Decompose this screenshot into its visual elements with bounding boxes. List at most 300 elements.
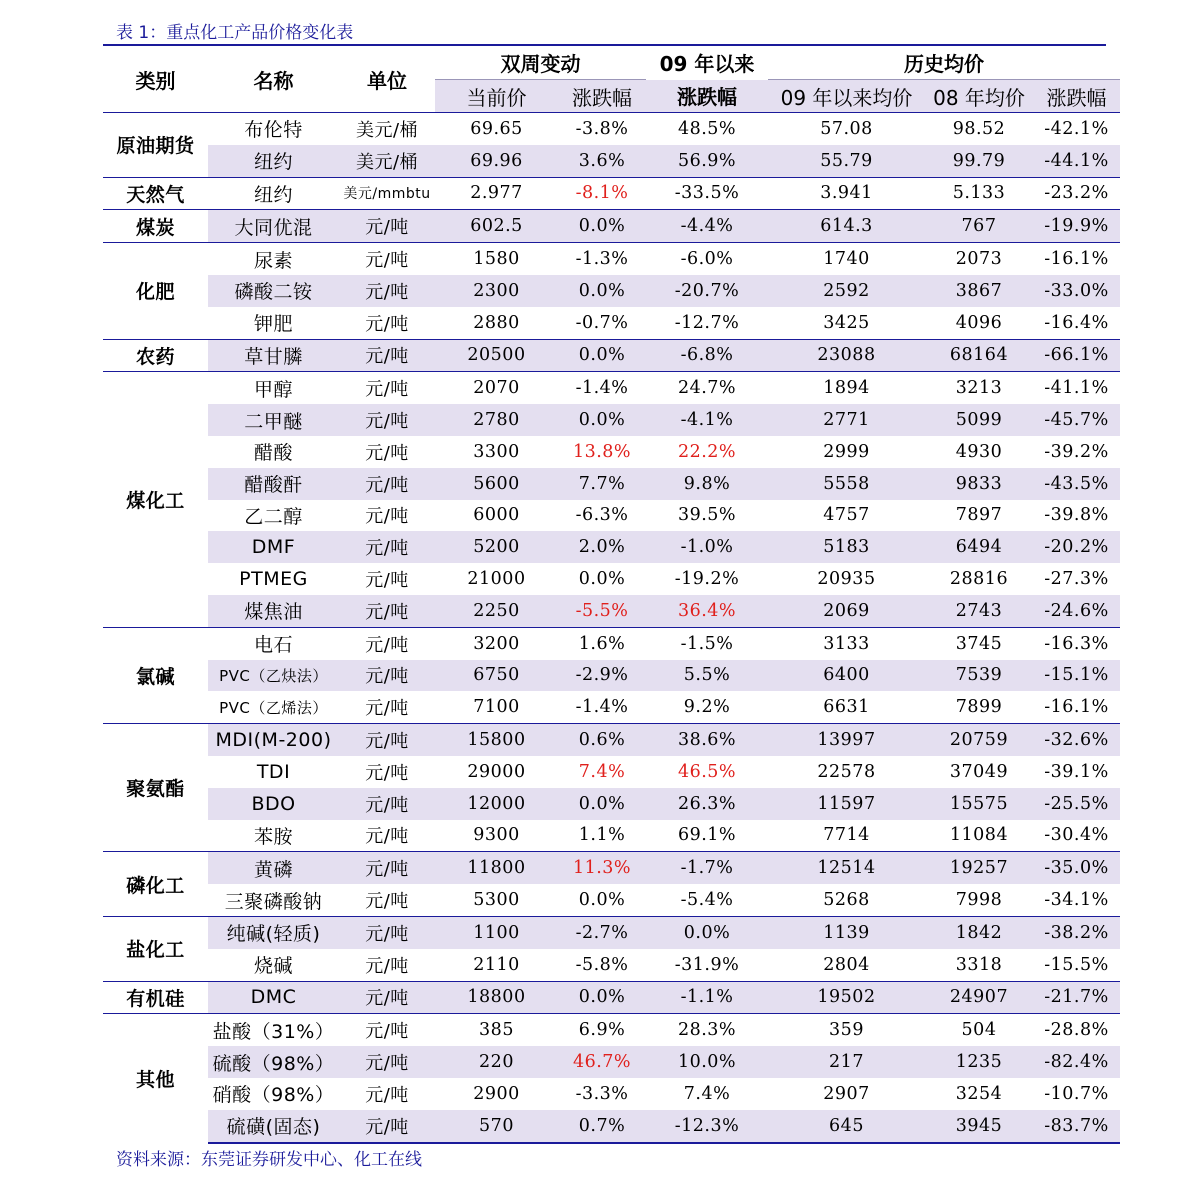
cell-name: MDI(M-200) [208, 724, 339, 756]
table-row [103, 531, 1120, 563]
cell-name: 电石 [208, 627, 339, 659]
cell-unit: 元/吨 [339, 339, 435, 372]
cell-unit: 美元/mmbtu [339, 177, 435, 210]
cell-avg09: 23088 [768, 339, 925, 372]
cell-avg09: 614.3 [768, 210, 925, 243]
cell-name: 硫磺(固态) [208, 1110, 339, 1143]
table-row [103, 627, 1120, 659]
table-row [103, 788, 1120, 820]
table-row [103, 145, 1120, 177]
cell-price: 69.96 [435, 145, 558, 177]
cell-category: 盐化工 [103, 916, 208, 981]
cell-hchg: -38.2% [1033, 916, 1120, 948]
cell-unit: 元/吨 [339, 210, 435, 243]
cell-chg: -0.7% [575, 312, 629, 333]
cell-unit: 元/吨 [339, 595, 435, 627]
cell-avg09: 2804 [823, 954, 870, 975]
cell-chg: 11.3% [558, 852, 646, 884]
table-row [103, 691, 1120, 723]
header-name: 名称 [253, 68, 294, 93]
cell-avg09: 19502 [768, 981, 925, 1014]
cell-name: 甲醇 [208, 372, 339, 404]
table-caption: 表 1：重点化工产品价格变化表 [116, 23, 354, 43]
cell-avg09: 217 [768, 1046, 925, 1078]
cell-hchg: -44.1% [1033, 145, 1120, 177]
table-row [103, 1046, 1120, 1078]
cell-avg08: 2073 [925, 243, 1033, 275]
cell-chg09: 48.5% [646, 113, 768, 145]
cell-name: 二甲醚 [208, 404, 339, 436]
table-row [103, 210, 1120, 243]
table-row [103, 756, 1120, 788]
cell-chg09: 9.2% [683, 697, 731, 718]
cell-avg08: 767 [925, 210, 1033, 243]
header-avg08: 08 年均价 [925, 80, 1033, 113]
cell-price: 9300 [473, 825, 520, 846]
cell-avg09: 3133 [768, 627, 925, 659]
cell-chg: -1.4% [558, 372, 646, 404]
cell-hchg: -16.4% [1044, 312, 1109, 333]
cell-name: 煤焦油 [208, 595, 339, 627]
header-biweekly: 双周变动 [435, 46, 646, 80]
cell-avg09: 6631 [823, 697, 870, 718]
cell-avg08: 504 [925, 1014, 1033, 1046]
cell-hchg: -35.0% [1033, 852, 1120, 884]
cell-avg09: 2771 [768, 404, 925, 436]
cell-unit: 元/吨 [365, 955, 409, 977]
cell-chg09: -1.1% [646, 981, 768, 1014]
cell-unit: 元/吨 [339, 660, 435, 692]
cell-avg08: 3254 [955, 1083, 1003, 1104]
cell-avg09: 1894 [768, 372, 925, 404]
cell-price: 20500 [435, 339, 558, 372]
cell-avg08: 3213 [925, 372, 1033, 404]
cell-unit: 元/吨 [339, 852, 435, 884]
cell-avg09: 2592 [768, 275, 925, 307]
cell-hchg: -21.7% [1033, 981, 1120, 1014]
cell-chg09: -4.1% [646, 404, 768, 436]
cell-chg09: -4.4% [646, 210, 768, 243]
cell-price: 1100 [435, 916, 558, 948]
cell-avg08: 6494 [925, 531, 1033, 563]
cell-chg09: -1.7% [646, 852, 768, 884]
cell-avg08: 24907 [925, 981, 1033, 1014]
cell-unit: 元/吨 [339, 468, 435, 500]
cell-price: 7100 [473, 697, 520, 718]
cell-unit: 元/吨 [365, 442, 409, 464]
cell-chg: -2.7% [558, 916, 646, 948]
cell-chg09: 7.4% [683, 1083, 731, 1104]
header-current-price: 当前价 [435, 80, 558, 113]
cell-unit: 元/吨 [365, 826, 409, 848]
cell-hchg: -39.1% [1044, 761, 1109, 782]
cell-price: 6750 [435, 660, 558, 692]
cell-chg09: -1.5% [646, 627, 768, 659]
table-row [103, 177, 1120, 210]
cell-avg08: 3745 [925, 627, 1033, 659]
cell-price: 385 [435, 1014, 558, 1046]
cell-name: 纽约 [208, 145, 339, 177]
cell-avg09: 2907 [823, 1083, 870, 1104]
cell-chg: 1.1% [578, 825, 626, 846]
cell-category: 原油期货 [103, 113, 208, 178]
cell-avg08: 1235 [925, 1046, 1033, 1078]
cell-chg: -5.8% [575, 954, 629, 975]
cell-chg: -8.1% [558, 177, 646, 210]
cell-avg09: 5558 [768, 468, 925, 500]
cell-avg08: 5.133 [925, 177, 1033, 210]
header-avg09: 09 年以来均价 [768, 80, 925, 113]
cell-name: DMC [208, 981, 339, 1014]
cell-chg: 7.4% [578, 761, 626, 782]
cell-price: 21000 [467, 569, 526, 590]
cell-chg: 1.6% [558, 627, 646, 659]
cell-unit: 元/吨 [339, 1014, 435, 1046]
cell-price: 2900 [473, 1083, 520, 1104]
cell-avg09: 6400 [768, 660, 925, 692]
cell-price: 3300 [473, 441, 520, 462]
cell-category: 天然气 [103, 177, 208, 210]
cell-avg08: 4930 [955, 441, 1003, 462]
cell-chg09: 26.3% [646, 788, 768, 820]
cell-name: 大同优混 [208, 210, 339, 243]
cell-avg08: 20759 [925, 724, 1033, 756]
cell-avg08: 9833 [925, 468, 1033, 500]
table-row [103, 724, 1120, 756]
cell-hchg: -66.1% [1033, 339, 1120, 372]
table-row [103, 372, 1120, 404]
cell-category: 聚氨酯 [103, 724, 208, 852]
cell-chg: 0.0% [578, 890, 626, 911]
cell-name: 乙二醇 [244, 505, 303, 528]
cell-avg08: 3867 [925, 275, 1033, 307]
header-category: 类别 [135, 68, 176, 93]
table-row [103, 339, 1120, 372]
table-row [103, 884, 1120, 916]
cell-hchg: -19.9% [1033, 210, 1120, 243]
cell-unit: 元/吨 [339, 788, 435, 820]
cell-chg09: -12.7% [674, 312, 740, 333]
cell-avg09: 3.941 [768, 177, 925, 210]
cell-chg: 3.6% [558, 145, 646, 177]
cell-chg09: 38.6% [646, 724, 768, 756]
cell-category: 磷化工 [103, 852, 208, 917]
table-row [103, 949, 1120, 981]
cell-name: 硫酸（98%） [208, 1046, 339, 1078]
source-note: 资料来源：东莞证券研发中心、化工在线 [116, 1150, 422, 1170]
cell-chg: 0.0% [558, 275, 646, 307]
table-row [103, 981, 1120, 1014]
cell-avg09: 13997 [768, 724, 925, 756]
header-history: 历史均价 [768, 46, 1120, 80]
cell-avg09: 645 [768, 1110, 925, 1143]
cell-price: 2300 [435, 275, 558, 307]
cell-name: 纽约 [208, 177, 339, 210]
cell-hchg: -10.7% [1044, 1083, 1109, 1104]
table-row [103, 500, 1120, 532]
header-unit: 单位 [367, 68, 407, 93]
cell-name: DMF [208, 531, 339, 563]
cell-avg08: 3318 [955, 954, 1003, 975]
cell-avg09: 7714 [823, 825, 870, 846]
cell-category: 氯碱 [103, 627, 208, 723]
cell-unit: 元/吨 [365, 313, 409, 335]
cell-chg: 0.0% [558, 210, 646, 243]
cell-hchg: -28.8% [1033, 1014, 1120, 1046]
cell-unit: 元/吨 [339, 916, 435, 948]
cell-chg: 2.0% [558, 531, 646, 563]
table-row [103, 852, 1120, 884]
cell-avg09: 2069 [768, 595, 925, 627]
cell-name: 醋酸酐 [208, 468, 339, 500]
cell-unit: 元/吨 [365, 698, 409, 720]
table-row [103, 595, 1120, 627]
cell-chg09: 46.5% [677, 761, 737, 782]
cell-chg: 0.0% [558, 981, 646, 1014]
cell-avg09: 12514 [768, 852, 925, 884]
cell-price: 5600 [435, 468, 558, 500]
cell-hchg: -34.1% [1044, 890, 1109, 911]
cell-avg08: 3945 [925, 1110, 1033, 1143]
cell-unit: 元/吨 [339, 981, 435, 1014]
cell-hchg: -15.5% [1044, 954, 1109, 975]
cell-avg09: 3425 [823, 312, 870, 333]
cell-price: 2880 [473, 312, 520, 333]
cell-unit: 元/吨 [339, 627, 435, 659]
cell-name: 三聚磷酸钠 [224, 890, 323, 913]
cell-avg09: 1139 [768, 916, 925, 948]
table-row [103, 307, 1120, 339]
cell-unit: 元/吨 [339, 724, 435, 756]
cell-chg: -5.5% [558, 595, 646, 627]
cell-hchg: -16.3% [1033, 627, 1120, 659]
cell-price: 2070 [435, 372, 558, 404]
cell-hchg: -15.1% [1033, 660, 1120, 692]
cell-price: 1580 [435, 243, 558, 275]
cell-hchg: -23.2% [1033, 177, 1120, 210]
cell-unit: 元/吨 [339, 275, 435, 307]
cell-hchg: -16.1% [1033, 243, 1120, 275]
cell-name: 烧碱 [253, 955, 293, 978]
price-table [103, 46, 1120, 1144]
cell-price: 2.977 [435, 177, 558, 210]
cell-chg: 7.7% [558, 468, 646, 500]
cell-hchg: -24.6% [1033, 595, 1120, 627]
header-hist-change: 涨跌幅 [1033, 80, 1120, 113]
cell-hchg: -33.0% [1033, 275, 1120, 307]
cell-hchg: -25.5% [1033, 788, 1120, 820]
cell-name: PTMEG [239, 568, 308, 591]
cell-avg09: 57.08 [768, 113, 925, 145]
cell-chg: 0.0% [558, 339, 646, 372]
cell-avg08: 28816 [949, 569, 1009, 590]
table-row [103, 1014, 1120, 1046]
cell-avg09: 11597 [768, 788, 925, 820]
cell-chg09: -6.0% [646, 243, 768, 275]
cell-name: PVC（乙炔法） [208, 660, 339, 692]
cell-hchg: -82.4% [1033, 1046, 1120, 1078]
cell-chg09: -33.5% [646, 177, 768, 210]
cell-name: 磷酸二铵 [208, 275, 339, 307]
cell-name: 布伦特 [208, 113, 339, 145]
cell-chg09: 28.3% [646, 1014, 768, 1046]
cell-avg08: 2743 [925, 595, 1033, 627]
cell-hchg: -43.5% [1033, 468, 1120, 500]
cell-avg08: 7539 [925, 660, 1033, 692]
cell-unit: 元/吨 [339, 243, 435, 275]
header-change: 涨跌幅 [558, 80, 646, 113]
cell-avg08: 4096 [955, 312, 1003, 333]
cell-chg09: -31.9% [674, 954, 740, 975]
cell-chg09: 0.0% [646, 916, 768, 948]
cell-avg08: 7899 [955, 697, 1003, 718]
table-row [103, 468, 1120, 500]
cell-name: TDI [256, 760, 291, 783]
cell-price: 2110 [473, 954, 520, 975]
cell-chg: 0.0% [558, 788, 646, 820]
cell-avg09: 2999 [823, 441, 870, 462]
cell-unit: 元/吨 [339, 1110, 435, 1143]
cell-avg08: 5099 [925, 404, 1033, 436]
table-row [103, 916, 1120, 948]
cell-chg: -3.3% [575, 1083, 629, 1104]
cell-unit: 美元/桶 [339, 145, 435, 177]
cell-chg: 0.0% [558, 404, 646, 436]
cell-chg: -3.8% [558, 113, 646, 145]
cell-avg08: 11084 [949, 825, 1009, 846]
cell-unit: 元/吨 [339, 404, 435, 436]
cell-chg09: -1.0% [646, 531, 768, 563]
cell-unit: 元/吨 [365, 570, 409, 592]
cell-unit: 元/吨 [365, 762, 409, 784]
table-row [103, 1110, 1120, 1143]
cell-avg08: 1842 [925, 916, 1033, 948]
cell-name: 硝酸（98%） [212, 1084, 335, 1107]
cell-chg09: 39.5% [677, 505, 737, 526]
cell-name: 草甘膦 [208, 339, 339, 372]
cell-name: 醋酸 [253, 442, 293, 465]
cell-chg09: 10.0% [646, 1046, 768, 1078]
cell-chg: -6.3% [575, 505, 629, 526]
cell-name: BDO [208, 788, 339, 820]
cell-chg: 6.9% [558, 1014, 646, 1046]
cell-chg09: 22.2% [677, 441, 737, 462]
cell-price: 18800 [435, 981, 558, 1014]
cell-name: PVC（乙烯法） [219, 698, 328, 717]
table-row [103, 820, 1120, 852]
cell-unit: 元/吨 [365, 891, 409, 913]
cell-name: 盐酸（31%） [208, 1014, 339, 1046]
table-row [103, 436, 1120, 468]
cell-unit: 美元/桶 [339, 113, 435, 145]
cell-price: 69.65 [435, 113, 558, 145]
cell-chg: 13.8% [572, 441, 632, 462]
cell-category: 煤化工 [103, 372, 208, 627]
cell-chg09: -19.2% [674, 569, 740, 590]
cell-avg08: 7897 [955, 505, 1003, 526]
cell-price: 2780 [435, 404, 558, 436]
cell-avg08: 7998 [955, 890, 1003, 911]
cell-unit: 元/吨 [339, 1046, 435, 1078]
table-row [103, 275, 1120, 307]
cell-price: 6000 [473, 505, 520, 526]
cell-hchg: -32.6% [1033, 724, 1120, 756]
cell-category: 化肥 [103, 243, 208, 339]
cell-chg09: 69.1% [677, 825, 737, 846]
cell-chg09: 36.4% [646, 595, 768, 627]
header-since09-bottom: 涨跌幅 [646, 80, 768, 113]
cell-chg: 0.7% [558, 1110, 646, 1143]
cell-hchg: -39.2% [1044, 441, 1109, 462]
cell-avg09: 22578 [817, 761, 876, 782]
cell-avg09: 55.79 [768, 145, 925, 177]
cell-price: 15800 [435, 724, 558, 756]
cell-chg09: -5.4% [680, 890, 734, 911]
cell-name: 苯胺 [253, 825, 293, 848]
cell-avg08: 98.52 [925, 113, 1033, 145]
cell-name: 尿素 [208, 243, 339, 275]
cell-name: 黄磷 [208, 852, 339, 884]
cell-chg: 0.0% [578, 569, 626, 590]
cell-price: 3200 [435, 627, 558, 659]
cell-chg09: 56.9% [646, 145, 768, 177]
cell-price: 570 [435, 1110, 558, 1143]
cell-avg09: 1740 [768, 243, 925, 275]
cell-category: 农药 [103, 339, 208, 372]
cell-avg08: 68164 [925, 339, 1033, 372]
cell-unit: 元/吨 [365, 1084, 409, 1106]
cell-price: 12000 [435, 788, 558, 820]
table-row [103, 243, 1120, 275]
cell-price: 5200 [435, 531, 558, 563]
cell-chg: -1.3% [558, 243, 646, 275]
cell-avg09: 5268 [823, 890, 870, 911]
cell-chg: 46.7% [558, 1046, 646, 1078]
cell-category: 其他 [103, 1014, 208, 1143]
cell-hchg: -39.8% [1044, 505, 1109, 526]
cell-price: 29000 [467, 761, 526, 782]
cell-unit: 元/吨 [365, 506, 409, 528]
cell-avg08: 99.79 [925, 145, 1033, 177]
cell-avg08: 15575 [925, 788, 1033, 820]
cell-chg09: -12.3% [646, 1110, 768, 1143]
cell-chg09: -20.7% [646, 275, 768, 307]
cell-hchg: -20.2% [1033, 531, 1120, 563]
cell-hchg: -30.4% [1044, 825, 1109, 846]
cell-avg08: 37049 [949, 761, 1009, 782]
cell-avg09: 4757 [823, 505, 870, 526]
cell-category: 有机硅 [103, 981, 208, 1014]
cell-name: 钾肥 [253, 313, 293, 336]
cell-price: 2250 [435, 595, 558, 627]
table-row [103, 563, 1120, 595]
cell-chg09: 5.5% [646, 660, 768, 692]
cell-hchg: -41.1% [1033, 372, 1120, 404]
cell-name: 纯碱(轻质) [208, 916, 339, 948]
header-since09-top: 09 年以来 [659, 52, 755, 77]
table-row [103, 404, 1120, 436]
cell-price: 220 [435, 1046, 558, 1078]
cell-chg: 0.6% [558, 724, 646, 756]
table-row [103, 1078, 1120, 1110]
cell-avg08: 19257 [925, 852, 1033, 884]
cell-unit: 元/吨 [339, 372, 435, 404]
cell-hchg: -42.1% [1033, 113, 1120, 145]
cell-category: 煤炭 [103, 210, 208, 243]
cell-price: 11800 [435, 852, 558, 884]
cell-hchg: -45.7% [1033, 404, 1120, 436]
cell-price: 602.5 [435, 210, 558, 243]
